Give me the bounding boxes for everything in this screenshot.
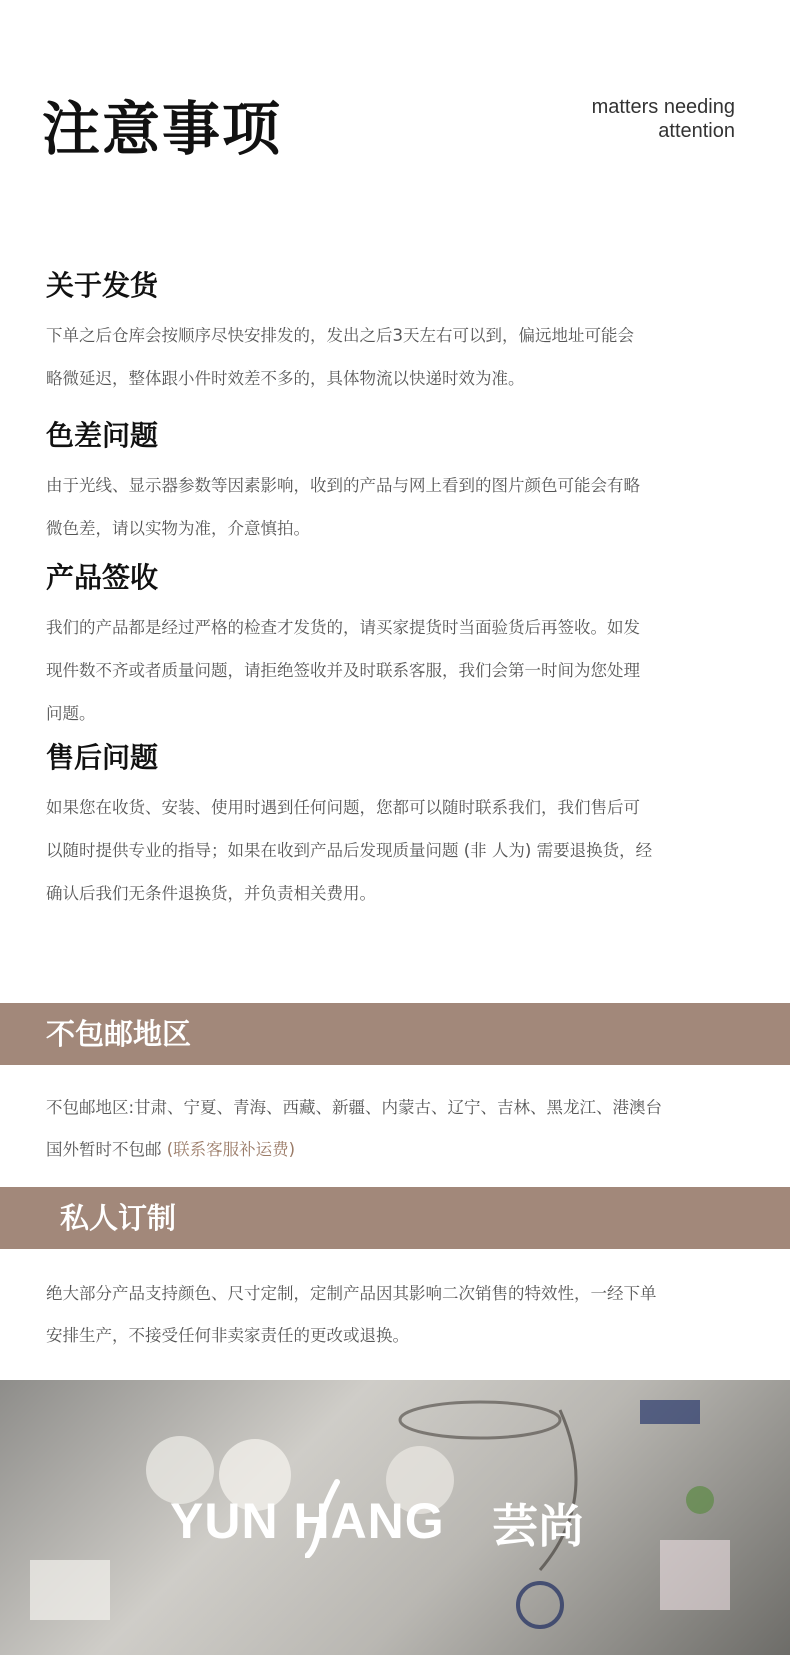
note-line: 安排生产，不接受任何非卖家责任的更改或退换。 [46, 1326, 409, 1345]
section-title: 售后问题 [46, 741, 159, 774]
contact-service-note: (联系客服补运费) [166, 1140, 296, 1159]
no-shipping-note [46, 1087, 746, 1171]
subtitle-line-2: attention [658, 120, 735, 142]
section-title: 产品签收 [46, 561, 159, 594]
logo-swoosh-icon [305, 1478, 345, 1558]
body-line: 我们的产品都是经过严格的检查才发货的，请买家提货时当面验货后再签收。如发 [46, 618, 640, 637]
page-subtitle [592, 95, 735, 143]
note-line [46, 1129, 746, 1171]
logo-chinese: 芸尚 [492, 1499, 584, 1553]
subtitle-line-1: matters needing [591, 96, 735, 118]
body-line: 现件数不齐或者质量问题，请拒绝签收并及时联系客服，我们会第一时间为您处理 [46, 661, 640, 680]
body-line: 以随时提供专业的指导；如果在收到产品后发现质量问题 (非 人为) 需要退换货，经 [46, 841, 653, 860]
section-body [46, 606, 736, 735]
note-text: 国外暂时不包邮 [46, 1140, 167, 1159]
body-line: 确认后我们无条件退换货，并负责相关费用。 [46, 884, 376, 903]
band-title: 不包邮地区 [46, 1017, 192, 1051]
page-title: 注意事项 [42, 95, 283, 163]
logo-text: YUN HANG [170, 1493, 445, 1549]
section-title: 关于发货 [46, 269, 159, 302]
brand-banner [0, 1380, 790, 1655]
section-after-sales [46, 738, 736, 915]
section-color-difference [46, 416, 736, 550]
custom-note [46, 1273, 746, 1357]
band-title: 私人订制 [60, 1201, 177, 1235]
body-line: 如果您在收货、安装、使用时遇到任何问题，您都可以随时联系我们，我们售后可 [46, 798, 640, 817]
body-line: 略微延迟，整体跟小件时效差不多的，具体物流以快递时效为准。 [46, 369, 525, 388]
body-line: 问题。 [46, 704, 96, 723]
section-body [46, 464, 736, 550]
section-body [46, 786, 736, 915]
band-no-free-shipping [0, 1003, 790, 1065]
body-line: 下单之后仓库会按顺序尽快安排发的，发出之后3天左右可以到，偏远地址可能会 [46, 326, 634, 345]
section-body [46, 314, 736, 400]
note-line: 不包邮地区:甘肃、宁夏、青海、西藏、新疆、内蒙古、辽宁、吉林、黑龙江、港澳台 [46, 1098, 663, 1117]
section-receipt [46, 558, 736, 735]
section-title: 色差问题 [46, 419, 159, 452]
section-shipping [46, 266, 736, 400]
note-line: 绝大部分产品支持颜色、尺寸定制，定制产品因其影响二次销售的特效性，一经下单 [46, 1284, 657, 1303]
band-custom [0, 1187, 790, 1249]
body-line: 微色差，请以实物为准，介意慎拍。 [46, 519, 310, 538]
body-line: 由于光线、显示器参数等因素影响，收到的产品与网上看到的图片颜色可能会有略 [46, 476, 640, 495]
brand-logo [170, 1488, 600, 1568]
